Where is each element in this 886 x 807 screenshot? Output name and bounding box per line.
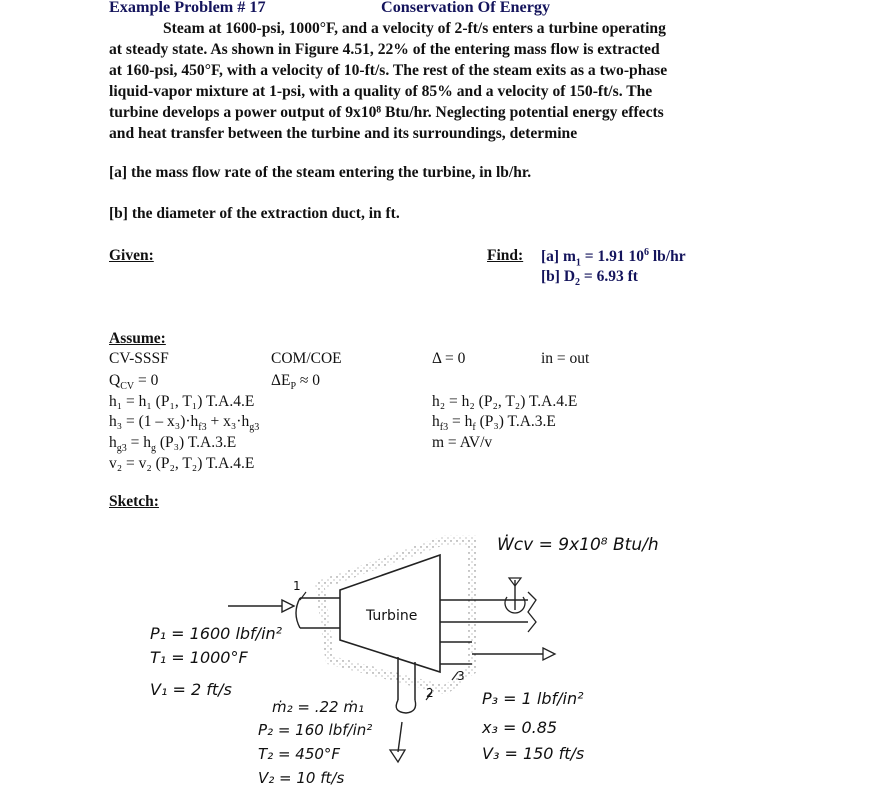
assume-hf3: $h_{f3} = h_f$ (P₃) T.A.3.E — [432, 413, 556, 434]
assume-h3: $h_3 = (1 - x_3)\cdot h_{f3} + x_3\cdot h_{g3}$ — [109, 413, 260, 434]
exit-3-arrow-head — [543, 648, 555, 660]
state-1-number: 1 — [293, 579, 301, 593]
assume-mass: m = AV/v — [432, 434, 493, 451]
state-2-number: 2 — [426, 686, 434, 700]
shaft-break — [528, 592, 536, 632]
extraction-duct-mouth — [396, 700, 415, 713]
assume-cv: CV-SSSF — [109, 350, 169, 367]
extraction-arrow-shaft — [398, 722, 402, 752]
state-1-velocity: V₁ = 2 ft/s — [150, 680, 232, 699]
assume-qcv: $Q_{CV} = 0$ — [109, 372, 159, 393]
assume-v2: v₂ = v₂ (P₂, T₂) T.A.4.E — [109, 455, 255, 472]
inlet-duct-mouth — [296, 598, 300, 628]
assume-dep: $\Delta E_P \approx 0$ — [271, 372, 321, 393]
inlet-arrow-head — [282, 600, 294, 612]
state-3-quality: x₃ = 0.85 — [482, 718, 558, 737]
problem-line: liquid-vapor mixture at 1-psi, with a quality of 85% and a velocity of 150-ft/s. The — [109, 83, 653, 100]
state-1-pressure: P₁ = 1600 lbf/in² — [150, 624, 283, 643]
state-3-velocity: V₃ = 150 ft/s — [482, 744, 585, 763]
state-2-pressure: P₂ = 160 lbf/in² — [258, 721, 373, 739]
question-b: [b] the diameter of the extraction duct, in ft. — [109, 205, 400, 222]
problem-line: turbine develops a power output of 9x10⁸ Btu/hr. Neglecting potential energy effects — [109, 104, 664, 121]
exit-3-duct — [440, 642, 472, 664]
assume-delta: Δ = 0 — [432, 350, 466, 367]
assume-com: COM/COE — [271, 350, 342, 367]
assume-h1: h₁ = h₁ (P₁, T₁) T.A.4.E — [109, 393, 255, 410]
find-answer-a: [a] $m_1 = 1.91$ $10^6$ lb/hr — [541, 247, 686, 269]
question-a: [a] the mass flow rate of the steam entering the turbine, in lb/hr. — [109, 164, 532, 181]
power-output: Ẇcv = 9x10⁸ Btu/h — [497, 535, 659, 555]
topic-title: Conservation Of Energy — [381, 0, 551, 16]
assume-in-out: in = out — [541, 350, 590, 367]
state-3-pressure: P₃ = 1 lbf/in² — [482, 689, 584, 708]
given-label: Given: — [109, 247, 154, 264]
state-1-temperature: T₁ = 1000°F — [150, 648, 248, 667]
sketch-label: Sketch: — [109, 493, 159, 510]
find-label: Find: — [487, 247, 524, 264]
problem-title: Example Problem # 17 — [109, 0, 266, 16]
problem-line: at 160-psi, 450°F, with a velocity of 10-ft/s. The rest of the steam exits as a two-phase — [109, 62, 668, 79]
state-3-number: 3 — [457, 669, 465, 683]
state-2-temperature: T₂ = 450°F — [258, 745, 341, 763]
assume-h2: h₂ = h₂ (P₂, T₂) T.A.4.E — [432, 393, 578, 410]
find-answer-b: [b] $D_2 = 6.93$ ft — [541, 268, 638, 289]
problem-line: and heat transfer between the turbine and its surroundings, determine — [109, 125, 578, 142]
assume-hg3: $h_{g3} = h_g$ (P₃) T.A.3.E — [109, 434, 237, 455]
problem-line: at steady state. As shown in Figure 4.51, 22% of the entering mass flow is extracted — [109, 41, 660, 58]
assume-label: Assume: — [109, 330, 166, 347]
turbine-label: Turbine — [366, 608, 418, 624]
problem-line: Steam at 1600-psi, 1000°F, and a velocity of 2-ft/s enters a turbine operating — [163, 20, 666, 37]
state-2-mass-flow: ṁ₂ = .22 ṁ₁ — [272, 698, 364, 716]
state-2-velocity: V₂ = 10 ft/s — [258, 769, 345, 787]
